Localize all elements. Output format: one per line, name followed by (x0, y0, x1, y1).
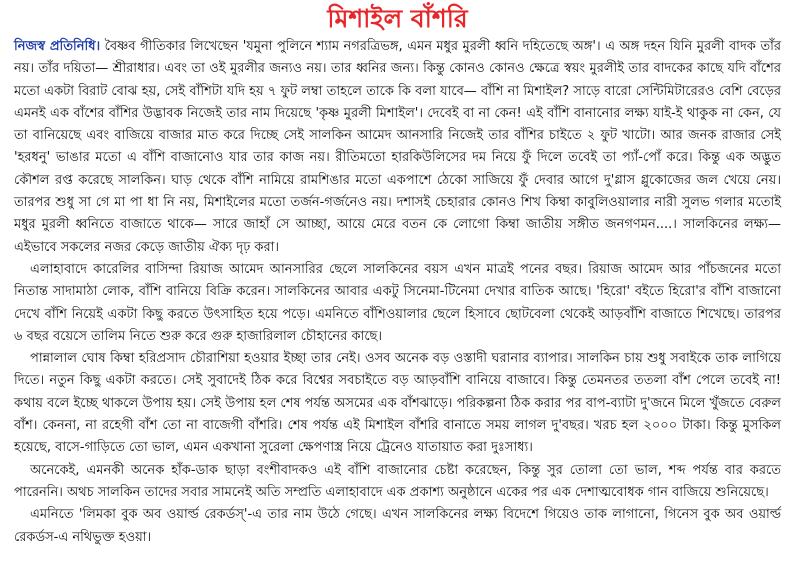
paragraph-4: অনেকেই, এমনকী অনেক হাঁক-ডাক ছাড়া বংশীবাদকও এই বাঁশি বাজানোর চেষ্টা করেছেন, কিন্তু সুর তোলা তো ভাল, শব্দ পর্যন্ত বার করতে পারেননি। অথচ সালকিন তাদের সবার সামনেই অতি সম্প্রতি এলাহাবাদে এক প্রকাশ্য অনুষ্ঠানে একের পর এক দেশাত্মবোধক গান বাজিয়ে শুনিয়েছে। (14, 462, 781, 500)
paragraph-1-text: বৈষ্ণব গীতিকার লিখেছেন 'যমুনা পুলিনে শ্যাম নগরত্রিভঙ্গ, এমন মধুর মুরলী ধ্বনি দহিতেছে অঙ্গ'। এ অঙ্গ দহন যিনি মুরলী বাদক তাঁর নয়। তাঁর দয়িতা— শ্রীরাধার। এবং তা ওই মুরলীর জন্যও নয়। তার ধ্বনির জন্য। কিন্তু কোনও কোনও ক্ষেত্রে স্বয়ং মুরলীই তার বাদকের কাছে যদি বাঁশের মতো একটা বিরাট বোঝ হয়, সেই বাঁশিটা যদি হয় ৭ ফুট লম্বা তাহলে তাকে কি বলা যাবে— বাঁশি না মিশাইল? সাড়ে বারো সেন্টিমিটারেরও বেশি বেড়ের এমনই এক বাঁশের বাঁশির উদ্ভাবক নিজেই তার নাম দিয়েছে 'কৃষ্ণ মুরলী মিশাইল'। দেবেই বা না কেন! এই বাঁশি বানানোর লক্ষ্য যাই-ই থাকুক না কেন, যে তা বানিয়েছে এবং বাজিয়ে বাজার মাত করে দিচ্ছে সেই সালকিন আমেদ আনসারি নিজেই তার বাঁশির চাইতে ২ ফুট খাটো। আর জনক রাজার সেই 'হরধনু' ভাঙার মতো এ বাঁশি বাজানোও যার তার কাজ নয়। রীতিমতো হারকিউলিসের দম নিয়ে ফুঁ দিলে তবেই তা প্যাঁ-পোঁ করে। কিন্তু এক অদ্ভুত কৌশল রপ্ত করেছে সালকিন। ঘাড় থেকে বাঁশি নামিয়ে রামশিঙার মতো একপাশে ঠেকো সাজিয়ে ফুঁ দেবার আগে দু'গ্লাস গ্লুকোজের জল খেয়ে নেয়। তারপর শুধু সা গে মা পা ধা নি নয়, মিশাইলের মতো তর্জন-গর্জনেও নয়। দশাসই চেহারার কোনও শিখ কিম্বা কাবুলিওয়ালার নারী সুলভ গলার মতোই মধুর মুরলী ধ্বনিতে বাজাতে থাকে— সারে জাহাঁ সে আচ্ছা, আয়ে মেরে বতন কে লোগো কিম্বা জাতীয় সঙ্গীত জনগণমন....। সালকিনের লক্ষ্য— এইভাবে সকলের নজর কেড়ে জাতীয় ঐক্য দৃঢ় করা। (14, 39, 781, 255)
paragraph-2: এলাহাবাদে কারেলির বাসিন্দা রিয়াজ আমেদ আনসারির ছেলে সালকিনের বয়স এখন মাত্রই পনের বছর। রিয়াজ আমেদ আর পাঁচজনের মতো নিতান্ত সাদামাঠা লোক, বাঁশি বানিয়ে বিক্রি করেন। সালকিনের আবার একটু সিনেমা-টিনেমা দেখার বাতিক আছে। 'হিরো' বইতে হিরো'র বাঁশি বাজানো দেখে বাঁশি নিয়েই একটা কিছু করতে উৎসাহিত হয়ে পড়ে। এমনিতে বাঁশিওয়ালার ছেলে হিসাবে ছোটবেলা থেকেই আড়বাঁশি বাজাতে শিখেছে। তারপর ৬ বছর বয়েসে তালিম নিতে শুরু করে গুরু হাজারিলাল চৌহানের কাছে। (14, 261, 781, 344)
headline: মিশাইল বাঁশরি (327, 4, 468, 33)
article-body (14, 36, 781, 549)
byline: নিজস্ব প্রতিনিধি। (14, 39, 101, 54)
paragraph-1 (14, 36, 781, 259)
paragraph-3: পান্নালাল ঘোষ কিম্বা হরিপ্রসাদ চৌরাশিয়া হওয়ার ইচ্ছা তার নেই। ওসব অনেক বড় ওস্তাদী ঘরানার ব্যাপার। সালকিন চায় শুধু সবাইকে তাক লাগিয়ে দিতে। নতুন কিছু একটা করতে। সেই সুবাদেই ঠিক করে বিশ্বের সবচাইতে বড় আড়বাঁশি বানিয়ে বাজাবে। কিন্তু তেমনতর ততলা বাঁশ পেলে তবেই না! কথায় বলে ইচ্ছে থাকলে উপায় হয়। সেই উপায় হল শেষ পর্যন্ত অসমের এক বাঁশঝাড়ে। পরিকল্পনা ঠিক করার পর বাপ-ব্যাটা দু'জনে মিলে খুঁজতে বেরুল বাঁশ। কেননা, না রহেগী বাঁশ তো না বাজেগী বাঁশরি। শেষ পর্যন্ত এই মিশাইল বাঁশরি বানাতে সময় লাগল দু'বছর। খরচ হল ২০০০ টাকা। কিন্তু মুসকিল হয়েছে, বাসে-গাড়িতে তো ভাল, এমন একখানা সুরেলা ক্ষেপণাস্ত্র নিয়ে ট্রেনেও যাতায়াত করা দুঃসাধ্য। (14, 351, 781, 456)
paragraph-5: এমনিতে 'লিমকা বুক অব ওয়ার্ল্ড রেকর্ডস্'-এ তার নাম উঠে গেছে। এখন সালকিনের লক্ষ্য বিদেশে গিয়েও তাক লাগানো, গিনেস বুক অব ওয়ার্ল্ড রেকর্ডস-এ নথিভুক্ত হওয়া। (14, 507, 781, 545)
